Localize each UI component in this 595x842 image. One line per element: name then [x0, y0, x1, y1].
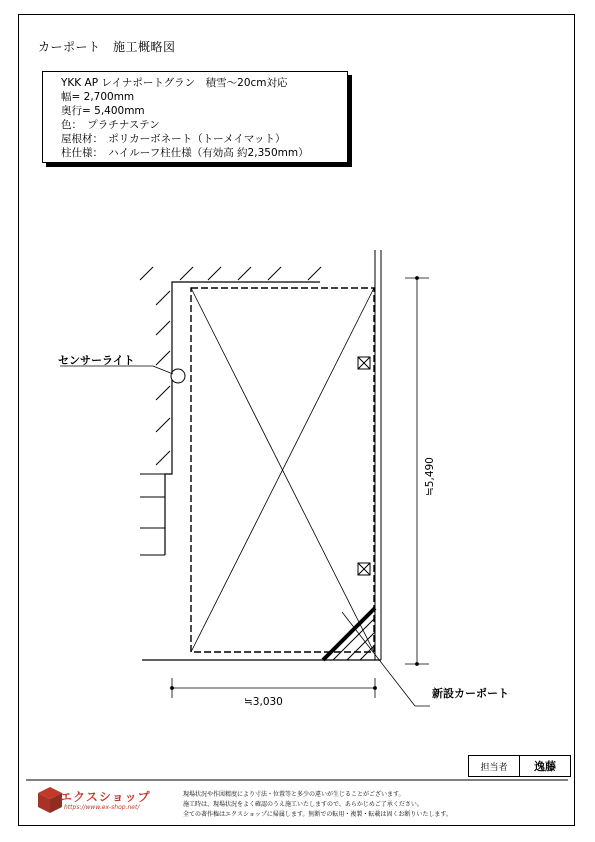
page-title: カーポート 施工概略図 [38, 40, 176, 54]
width-dimension-label: ≒3,030 [244, 696, 283, 708]
spec-product: YKK AP レイナポートグラン 積雪～20cm対応 [61, 77, 288, 89]
depth-dimension-label: ≒5,490 [424, 457, 436, 496]
footer-note-3: 全ての著作権はエクスショップに帰属します。無断での転用・複製・転載は固くお断りいたします。 [183, 811, 452, 818]
person-label-cell [468, 755, 520, 777]
footer-note-1: 現場状況や作図精度により寸法・位置等と多少の違いが生じることがございます。 [183, 791, 405, 798]
spec-depth: 奥行= 5,400mm [61, 105, 145, 117]
post-top [358, 357, 370, 369]
post-bottom [358, 563, 370, 575]
company-url[interactable]: https://www.ex-shop.net/ [64, 804, 140, 811]
right-boundary [375, 250, 381, 660]
spec-width: 幅= 2,700mm [61, 91, 135, 103]
footer-note-2: 施工時は、現場状況をよく確認のうえ施工いたしますので、あらかじめご了承ください。 [183, 801, 423, 808]
spec-color: 色： プラチナステン [61, 119, 160, 131]
person-name: 逸藤 [534, 760, 556, 773]
spec-roof: 屋根材： ポリカーボネート（トーメイマット） [61, 133, 286, 145]
width-dimension-line [171, 678, 377, 698]
house-wall [165, 282, 320, 555]
new-carport-label: 新設カーポート [432, 687, 509, 700]
sensor-light-icon [171, 369, 185, 383]
steps [140, 474, 165, 555]
spec-post: 柱仕様： ハイルーフ柱仕様（有効高 約2,350mm） [61, 147, 309, 159]
sensor-leader-2 [153, 366, 173, 374]
person-name-cell [519, 755, 571, 777]
person-label: 担当者 [480, 762, 508, 773]
company-name: エクスショップ [60, 790, 151, 804]
sensor-light-label: センサーライト [58, 354, 135, 367]
